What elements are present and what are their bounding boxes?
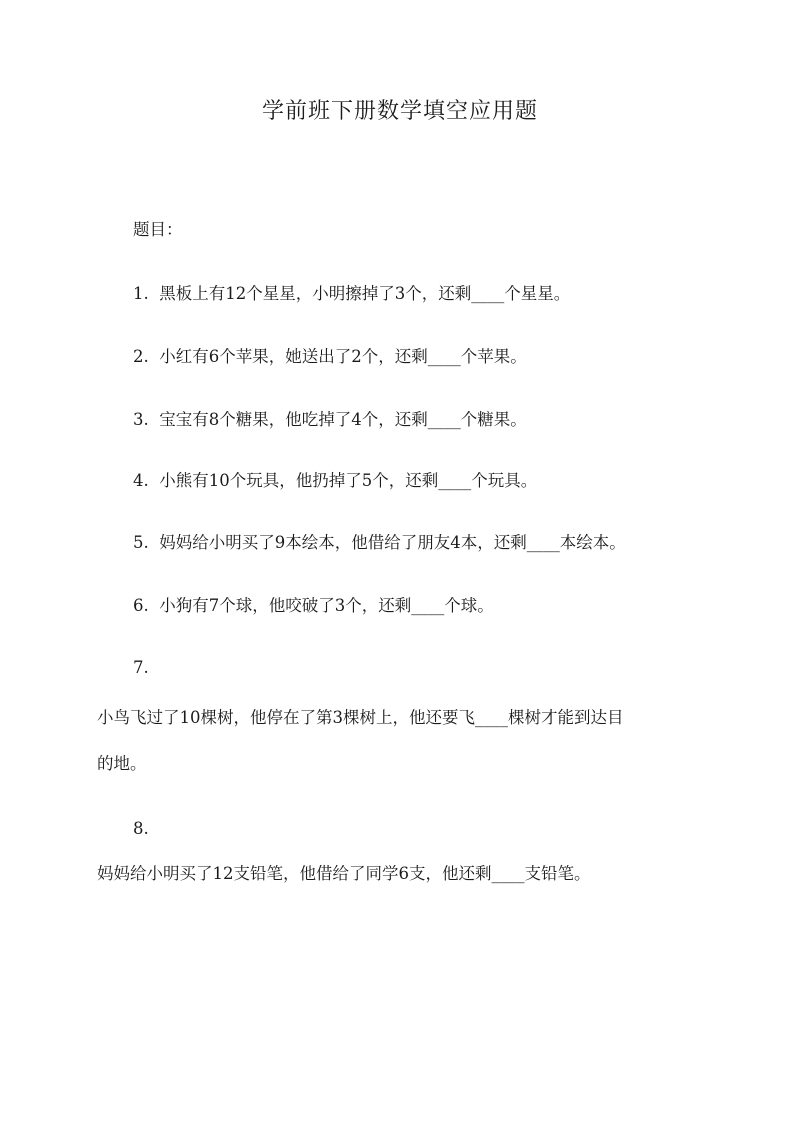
question-number: 2. xyxy=(133,347,149,366)
question-6 xyxy=(133,594,494,618)
question-2 xyxy=(133,345,527,369)
question-number: 1. xyxy=(133,284,149,303)
document-title: 学前班下册数学填空应用题 xyxy=(261,99,538,124)
question-number: 6. xyxy=(133,596,149,615)
question-number: 3. xyxy=(133,410,149,429)
question-text: 小狗有7个球，他咬破了3个，还剩____个球。 xyxy=(159,596,494,615)
section-label: 题目： xyxy=(133,220,183,239)
question-text: 小熊有10个玩具，他扔掉了5个，还剩____个玩具。 xyxy=(159,471,538,490)
question-7-number: 7. xyxy=(133,658,149,677)
question-7-text-line1: 小鸟飞过了10棵树，他停在了第3棵树上，他还要飞____棵树才能到达目 xyxy=(97,708,624,727)
question-4 xyxy=(133,469,537,493)
question-5 xyxy=(133,531,626,555)
question-text: 宝宝有8个糖果，他吃掉了4个，还剩____个糖果。 xyxy=(159,410,527,429)
question-text: 黑板上有12个星星，小明擦掉了3个，还剩____个星星。 xyxy=(159,284,571,303)
question-text: 妈妈给小明买了9本绘本，他借给了朋友4本，还剩____本绘本。 xyxy=(159,533,626,552)
question-3 xyxy=(133,408,527,432)
question-8-text: 妈妈给小明买了12支铅笔，他借给了同学6支，他还剩____支铅笔。 xyxy=(97,864,591,883)
question-1 xyxy=(133,282,570,306)
question-text: 小红有6个苹果，她送出了2个，还剩____个苹果。 xyxy=(159,347,527,366)
question-number: 4. xyxy=(133,471,149,490)
question-8-number: 8. xyxy=(133,819,149,838)
question-number: 5. xyxy=(133,533,149,552)
question-7-text-line2: 的地。 xyxy=(97,754,147,773)
